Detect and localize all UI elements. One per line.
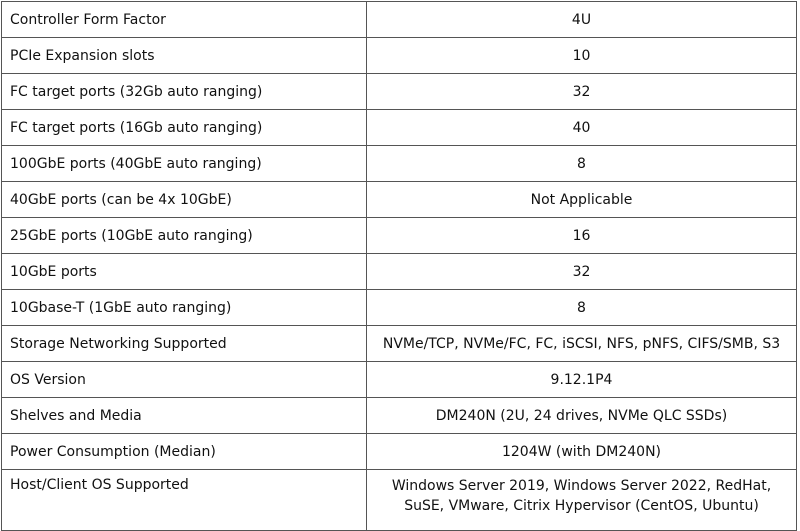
- row-value: Not Applicable: [367, 182, 797, 218]
- row-label: Storage Networking Supported: [2, 326, 367, 362]
- row-label: Shelves and Media: [2, 398, 367, 434]
- table-row: [2, 362, 797, 398]
- row-label: OS Version: [2, 362, 367, 398]
- table-row: [2, 110, 797, 146]
- row-label: 100GbE ports (40GbE auto ranging): [2, 146, 367, 182]
- table-row: [2, 398, 797, 434]
- row-value: 9.12.1P4: [367, 362, 797, 398]
- row-value: 16: [367, 218, 797, 254]
- row-value: 4U: [367, 2, 797, 38]
- table-row: [2, 146, 797, 182]
- row-label: Power Consumption (Median): [2, 434, 367, 470]
- row-value: 10: [367, 38, 797, 74]
- row-value-line: SuSE, VMware, Citrix Hypervisor (CentOS, Ubuntu): [404, 498, 759, 514]
- row-value: NVMe/TCP, NVMe/FC, FC, iSCSI, NFS, pNFS, CIFS/SMB, S3: [367, 326, 797, 362]
- row-value: 8: [367, 146, 797, 182]
- row-value: 1204W (with DM240N): [367, 434, 797, 470]
- spec-table: [1, 1, 797, 531]
- row-label: FC target ports (16Gb auto ranging): [2, 110, 367, 146]
- row-value: 40: [367, 110, 797, 146]
- row-label: 10Gbase-T (1GbE auto ranging): [2, 290, 367, 326]
- table-row: [2, 218, 797, 254]
- row-label: 10GbE ports: [2, 254, 367, 290]
- row-value-line: Windows Server 2019, Windows Server 2022, RedHat,: [391, 478, 772, 494]
- row-value: 32: [367, 254, 797, 290]
- table-row: [2, 290, 797, 326]
- table-row: [2, 326, 797, 362]
- row-label: FC target ports (32Gb auto ranging): [2, 74, 367, 110]
- row-label: Host/Client OS Supported: [2, 470, 367, 531]
- table-row: [2, 74, 797, 110]
- row-label: 25GbE ports (10GbE auto ranging): [2, 218, 367, 254]
- row-label: 40GbE ports (can be 4x 10GbE): [2, 182, 367, 218]
- table-row: [2, 254, 797, 290]
- table-row: [2, 182, 797, 218]
- row-label: PCIe Expansion slots: [2, 38, 367, 74]
- row-value: 8: [367, 290, 797, 326]
- table-row: [2, 38, 797, 74]
- table-row: [2, 470, 797, 531]
- row-value: 32: [367, 74, 797, 110]
- table-row: [2, 2, 797, 38]
- table-row: [2, 434, 797, 470]
- row-value: DM240N (2U, 24 drives, NVMe QLC SSDs): [367, 398, 797, 434]
- row-value: [367, 470, 797, 531]
- row-label: Controller Form Factor: [2, 2, 367, 38]
